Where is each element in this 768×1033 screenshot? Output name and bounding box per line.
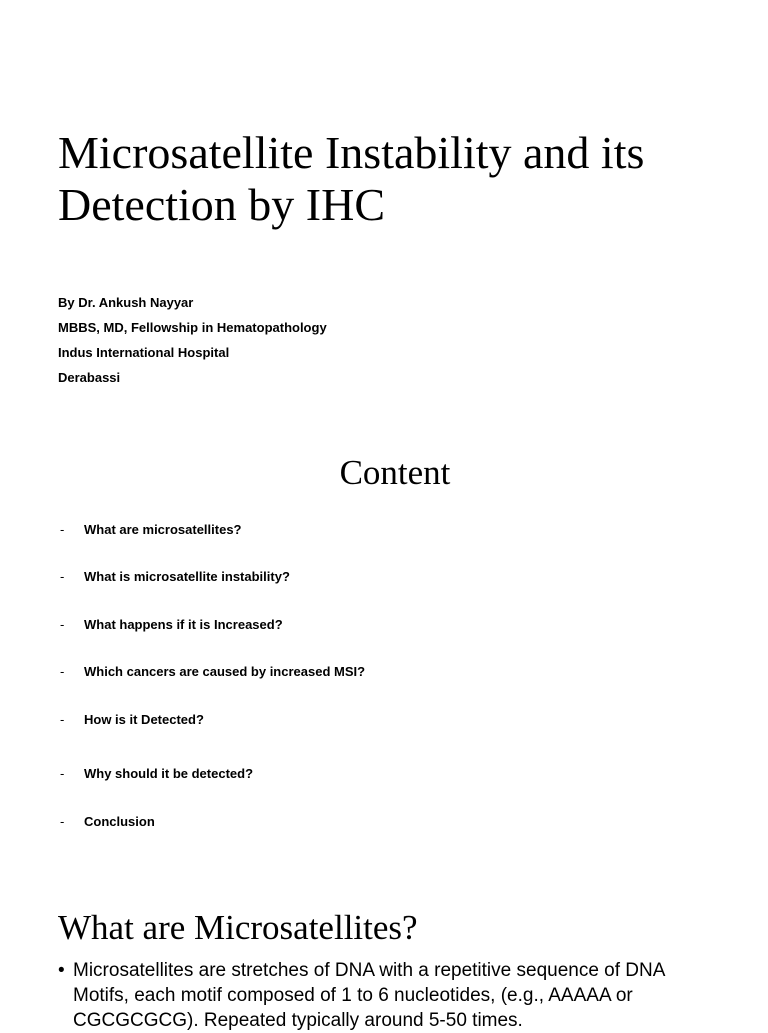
author-name: By Dr. Ankush Nayyar: [58, 295, 194, 310]
content-list-item: [60, 812, 155, 832]
content-item-text: How is it Detected?: [84, 712, 204, 727]
presentation-title: Microsatellite Instability and its Detection by IHC: [58, 127, 645, 230]
microsatellites-slide: [0, 870, 768, 1031]
list-dash-marker: -: [60, 712, 65, 727]
content-list-item: [60, 615, 283, 635]
content-slide-title: Content: [339, 453, 451, 492]
list-dash-marker: -: [60, 569, 65, 584]
content-item-text: Why should it be detected?: [84, 766, 254, 781]
list-dash-marker: -: [60, 617, 65, 632]
bullet-text: Microsatellites are stretches of DNA with a repetitive sequence of DNA Motifs, each motif composed of 1 to 6 nucleotides, (e.g., AAAAA or CGCGCGCG). Repeated typically around 5-50 times.: [73, 960, 665, 1031]
bullet-item: [58, 958, 718, 1033]
content-slide: [0, 430, 768, 870]
bullet-marker: •: [58, 960, 65, 981]
author-credentials: MBBS, MD, Fellowship in Hematopathology: [58, 320, 327, 335]
title-slide: [0, 0, 768, 430]
content-item-text: Conclusion: [84, 814, 155, 829]
author-hospital: Indus International Hospital: [58, 345, 230, 360]
microsatellites-bullets: [58, 958, 718, 1033]
content-list-item: [60, 662, 365, 682]
microsatellites-slide-title: What are Microsatellites?: [58, 908, 418, 947]
list-dash-marker: -: [60, 766, 65, 781]
content-item-text: What are microsatellites?: [84, 522, 242, 537]
author-info: [58, 290, 327, 390]
content-list-item: [60, 567, 290, 587]
list-dash-marker: -: [60, 814, 65, 829]
list-dash-marker: -: [60, 664, 65, 679]
list-dash-marker: -: [60, 522, 65, 537]
content-list-item: [60, 710, 204, 730]
content-list-item: [60, 520, 242, 540]
content-item-text: Which cancers are caused by increased MSI?: [84, 664, 366, 679]
content-item-text: What happens if it is Increased?: [84, 617, 283, 632]
author-location: Derabassi: [58, 370, 121, 385]
content-item-text: What is microsatellite instability?: [84, 569, 290, 584]
content-list-item: [60, 764, 253, 784]
